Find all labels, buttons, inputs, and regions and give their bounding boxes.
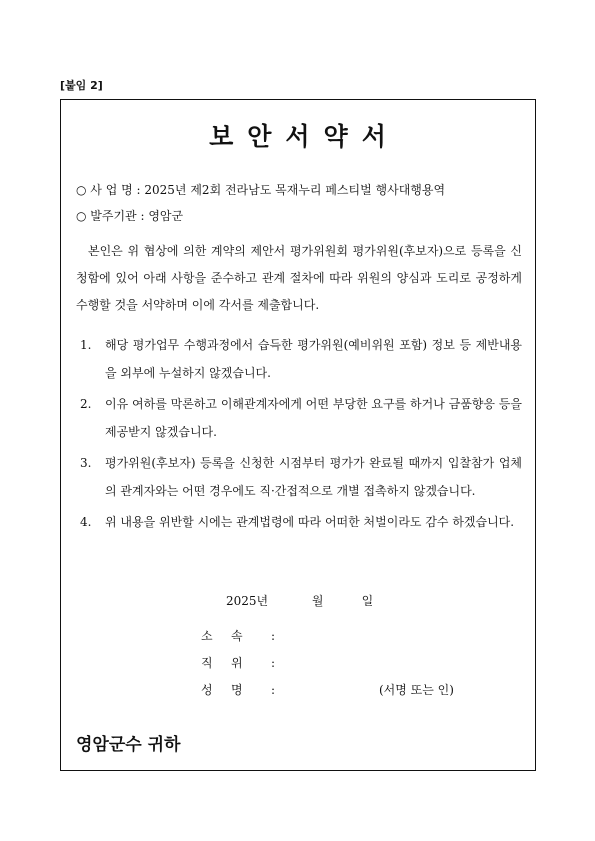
pledge-item-text: 평가위원(후보자) 등록을 신청한 시점부터 평가가 완료될 때까지 입찰참가 업체의 관계자와는 어떤 경우에도 직·간접적으로 개별 접촉하지 않겠습니다.: [105, 456, 522, 498]
pledge-item-text: 이유 여하를 막론하고 이해관계자에게 어떤 부당한 요구를 하거나 금품향응 등을 제공받지 않겠습니다.: [105, 397, 522, 439]
pledge-item-number: 4.: [80, 515, 92, 529]
agency-value: 영암군: [148, 209, 184, 223]
affiliation-label-1: 소: [201, 629, 213, 643]
project-name-label: ○ 사 업 명 :: [76, 183, 141, 197]
affiliation-label-2: 속: [231, 629, 243, 643]
addressee: 영암군수 귀하: [76, 735, 181, 755]
pledge-item: [80, 331, 522, 387]
agency-row: [76, 207, 183, 224]
attachment-label: [붙임 2]: [60, 79, 103, 92]
name-label-1: 성: [201, 683, 213, 697]
pledge-items: [80, 331, 522, 539]
document-title: 보안서약서: [209, 122, 400, 151]
signature-affiliation-row: [201, 627, 521, 644]
date-year: 2025년: [226, 594, 269, 608]
position-label-2: 위: [231, 656, 243, 670]
date-month: 월: [311, 594, 324, 608]
date-line: [226, 592, 373, 609]
pledge-item-text: 해당 평가업무 수행과정에서 습득한 평가위원(예비위원 포함) 정보 등 제반내용을 외부에 누설하지 않겠습니다.: [105, 338, 522, 380]
pledge-item-number: 2.: [80, 397, 92, 411]
pledge-item: [80, 508, 522, 536]
signature-name-row: [201, 681, 521, 698]
pledge-item-text: 위 내용을 위반할 시에는 관계법령에 따라 어떠한 처벌이라도 감수 하겠습니다.: [105, 515, 515, 529]
agency-label: ○ 발주기관 :: [76, 209, 145, 223]
position-colon: :: [271, 656, 276, 670]
pledge-intro: 본인은 위 협상에 의한 계약의 제안서 평가위원회 평가위원(후보자)으로 등록을 신청함에 있어 아래 사항을 준수하고 관계 절차에 따라 위원의 양심과 도리로 공정하게 수행할 것을 서약하며 이에 각서를 제출합니다.: [76, 244, 522, 312]
project-name-value: 2025년 제2회 전라남도 목재누리 페스티벌 행사대행용역: [144, 183, 446, 197]
pledge-item-number: 3.: [80, 456, 92, 470]
sign-or-seal-hint: (서명 또는 인): [379, 683, 454, 697]
signature-position-row: [201, 654, 521, 671]
name-colon: :: [271, 683, 276, 697]
pledge-item: [80, 449, 522, 505]
position-label-1: 직: [201, 656, 213, 670]
pledge-item-number: 1.: [80, 338, 92, 352]
name-label-2: 명: [231, 683, 243, 697]
date-day: 일: [361, 594, 374, 608]
pledge-item: [80, 390, 522, 446]
project-name-row: [76, 181, 445, 198]
affiliation-colon: :: [271, 629, 276, 643]
